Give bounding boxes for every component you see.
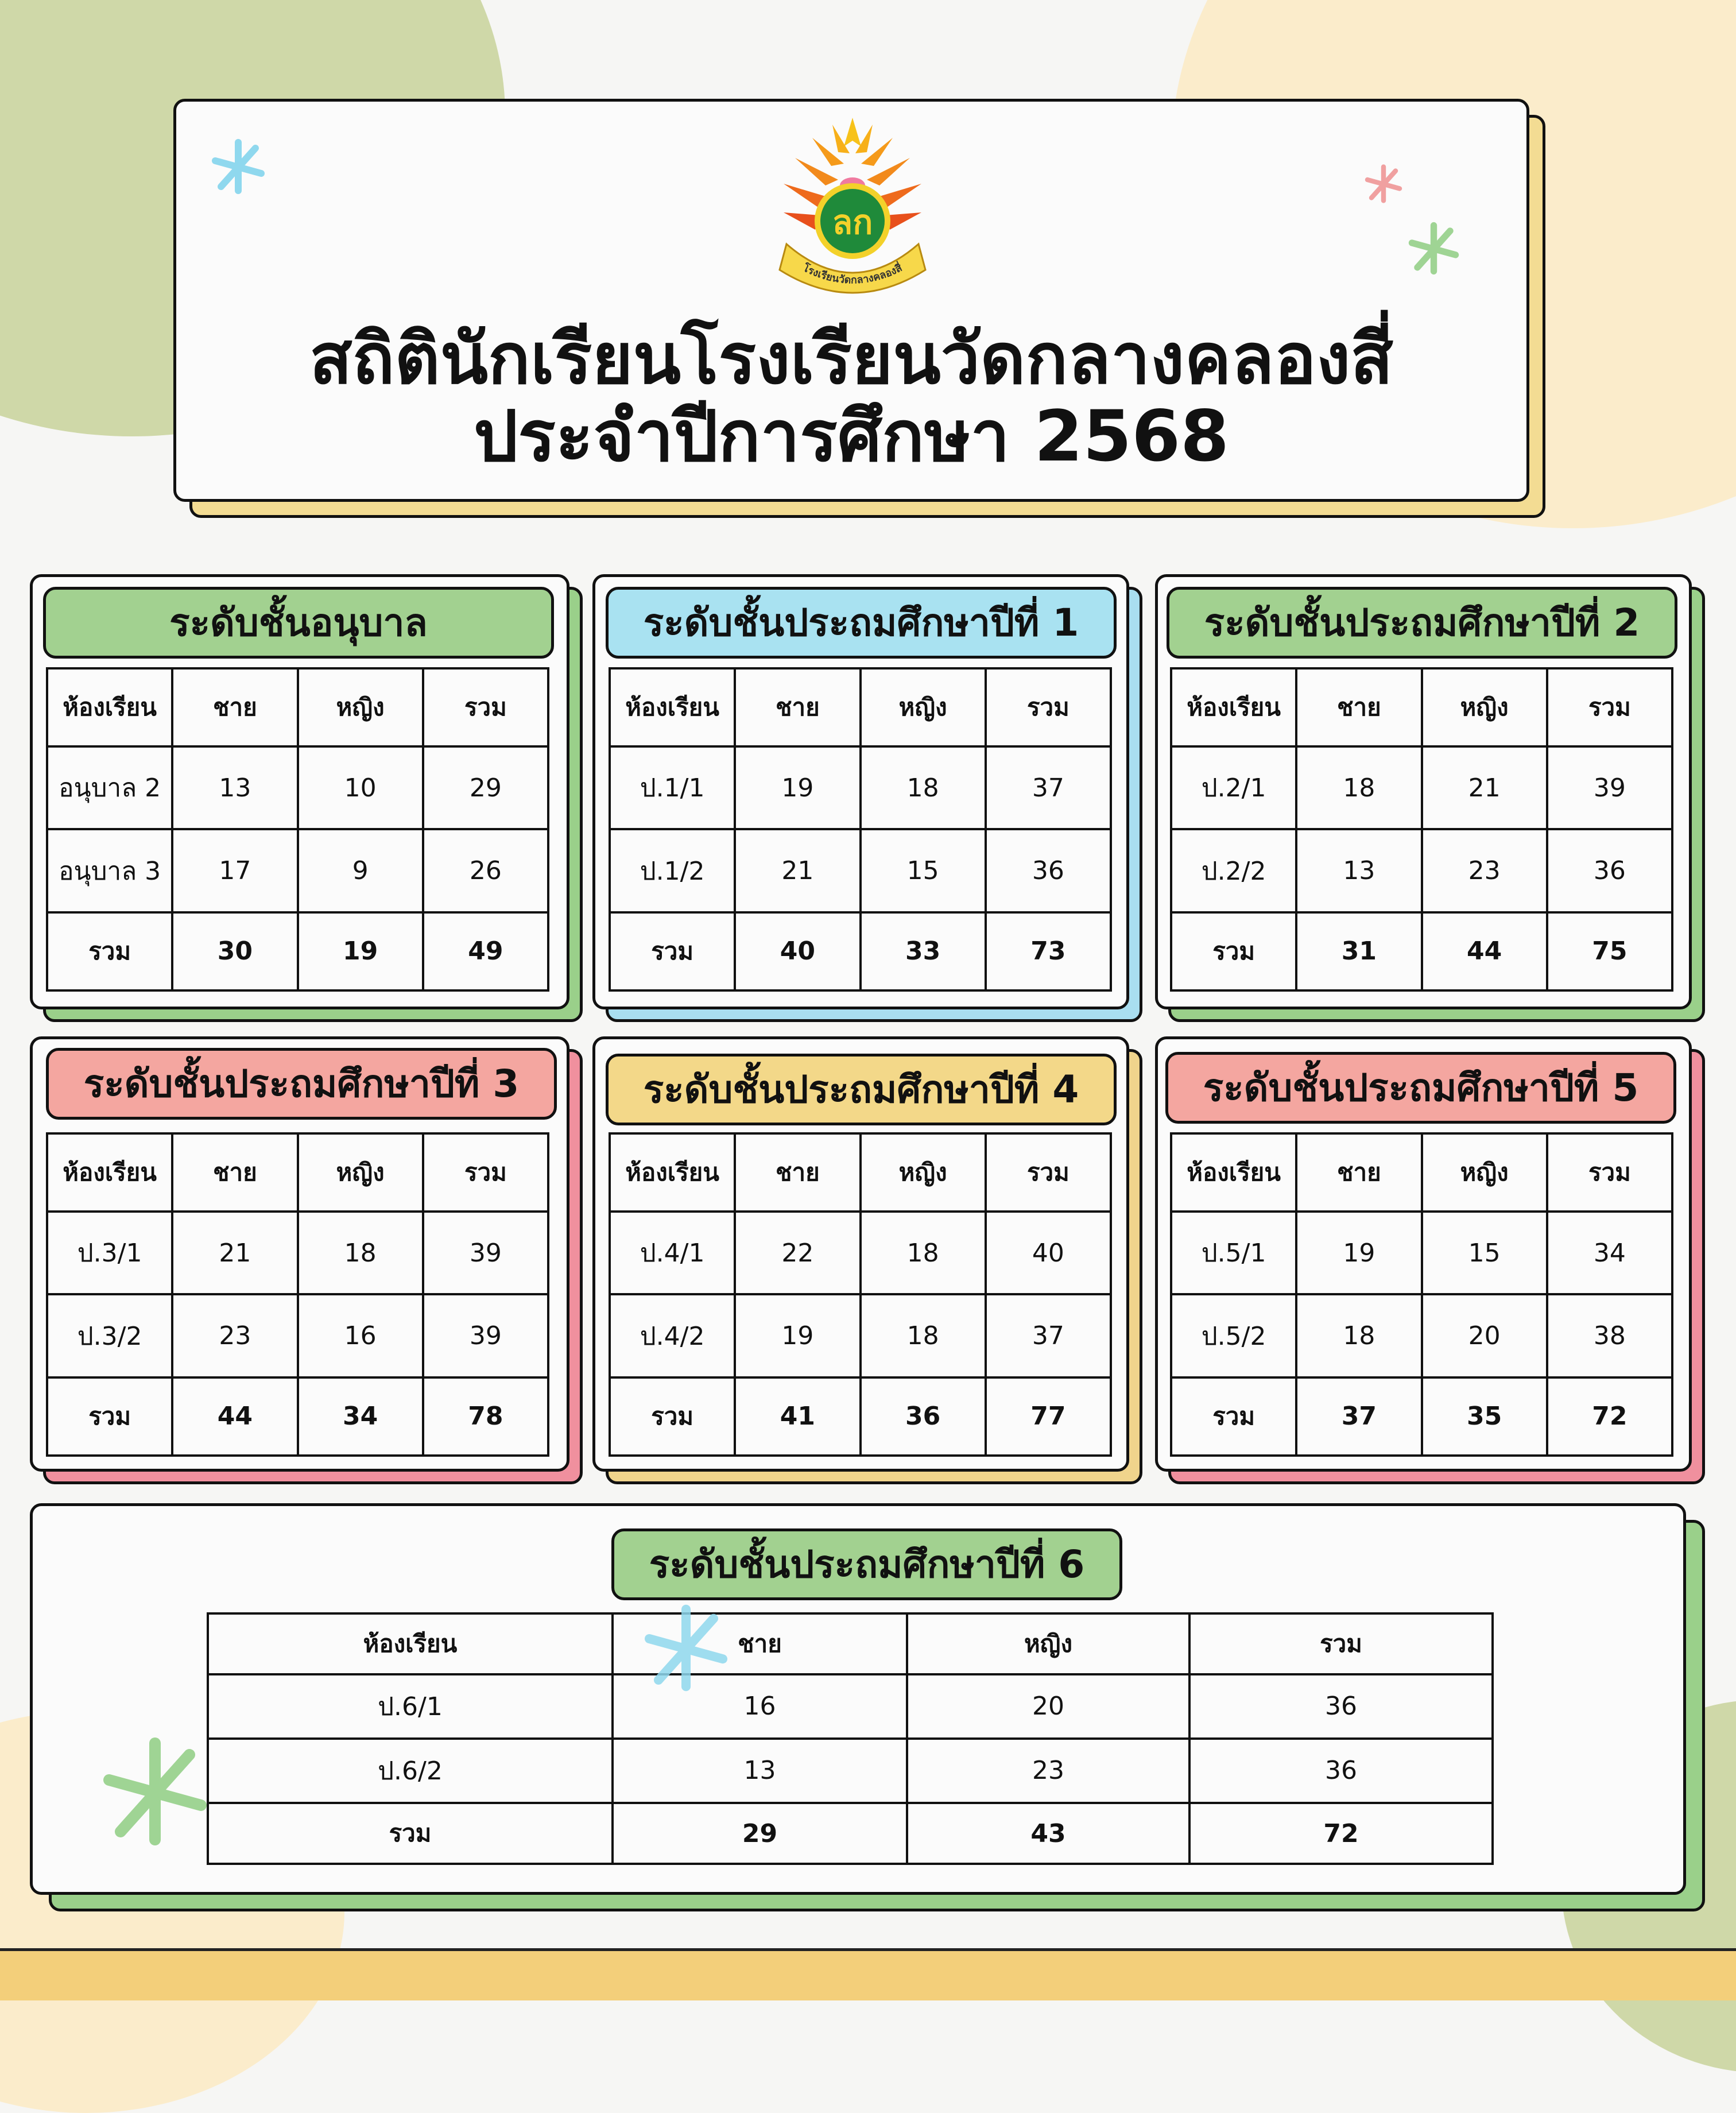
level-title-p4: ระดับชั้นประถมศึกษาปีที่ 4 — [606, 1054, 1117, 1125]
sum-total: 72 — [1189, 1803, 1493, 1864]
room-cell: ป.4/2 — [610, 1294, 735, 1377]
total-cell: 26 — [423, 829, 548, 912]
male-cell: 16 — [613, 1674, 907, 1739]
sum-total: 73 — [986, 912, 1111, 990]
male-cell: 19 — [735, 746, 860, 829]
room-cell: ป.6/1 — [208, 1674, 613, 1739]
table-p6 — [207, 1612, 1494, 1865]
male-cell: 21 — [735, 829, 860, 912]
header-male: ชาย — [1296, 1133, 1421, 1212]
male-cell: 13 — [613, 1739, 907, 1803]
sum-female: 43 — [907, 1803, 1189, 1864]
level-title-p3: ระดับชั้นประถมศึกษาปีที่ 3 — [46, 1048, 557, 1120]
header-room: ห้องเรียน — [1171, 1133, 1296, 1212]
total-cell: 39 — [1547, 746, 1672, 829]
header-room: ห้องเรียน — [47, 668, 172, 746]
sum-female: 34 — [298, 1377, 423, 1456]
female-cell: 10 — [298, 746, 423, 829]
female-cell: 21 — [1422, 746, 1547, 829]
sum-label: รวม — [1171, 1377, 1296, 1456]
sum-female: 19 — [298, 912, 423, 990]
logo-initials: ลก — [832, 203, 873, 242]
table-p1 — [609, 667, 1112, 992]
room-cell: ป.6/2 — [208, 1739, 613, 1803]
header-room: ห้องเรียน — [1171, 668, 1296, 746]
female-cell: 15 — [861, 829, 986, 912]
room-cell: ป.2/1 — [1171, 746, 1296, 829]
header-female: หญิง — [861, 1133, 986, 1212]
sum-label: รวม — [610, 912, 735, 990]
sum-female: 33 — [861, 912, 986, 990]
sum-male: 41 — [735, 1377, 860, 1456]
male-cell: 19 — [735, 1294, 860, 1377]
header-female: หญิง — [1422, 1133, 1547, 1212]
room-cell: อนุบาล 2 — [47, 746, 172, 829]
room-cell: ป.4/1 — [610, 1212, 735, 1294]
header-total: รวม — [1189, 1613, 1493, 1674]
total-cell: 37 — [986, 1294, 1111, 1377]
sum-label: รวม — [1171, 912, 1296, 990]
sum-male: 40 — [735, 912, 860, 990]
table-kindergarten — [46, 667, 549, 992]
total-cell: 40 — [986, 1212, 1111, 1294]
sparkle-green-large-icon — [98, 1731, 212, 1852]
level-title-p6: ระดับชั้นประถมศึกษาปีที่ 6 — [611, 1528, 1122, 1600]
sum-female: 36 — [861, 1377, 986, 1456]
sum-total: 75 — [1547, 912, 1672, 990]
room-cell: อนุบาล 3 — [47, 829, 172, 912]
table-p2 — [1170, 667, 1673, 992]
header-female: หญิง — [1422, 668, 1547, 746]
header-male: ชาย — [172, 1133, 297, 1212]
female-cell: 20 — [907, 1674, 1189, 1739]
logo-ribbon-text: โรงเรียนวัดกลางคลองสี่ — [801, 262, 904, 287]
header-male: ชาย — [613, 1613, 907, 1674]
table-p4 — [609, 1132, 1112, 1457]
level-title-kindergarten: ระดับชั้นอนุบาล — [43, 587, 554, 659]
male-cell: 19 — [1296, 1212, 1421, 1294]
room-cell: ป.1/2 — [610, 829, 735, 912]
total-cell: 39 — [423, 1294, 548, 1377]
total-cell: 39 — [423, 1212, 548, 1294]
level-title-p1: ระดับชั้นประถมศึกษาปีที่ 1 — [606, 587, 1117, 659]
header-female: หญิง — [298, 1133, 423, 1212]
sum-male: 44 — [172, 1377, 297, 1456]
sparkle-blue-icon — [210, 138, 267, 195]
header-female: หญิง — [298, 668, 423, 746]
female-cell: 18 — [298, 1212, 423, 1294]
female-cell: 18 — [861, 746, 986, 829]
male-cell: 17 — [172, 829, 297, 912]
header-total: รวม — [423, 1133, 548, 1212]
sparkle-green-icon — [1406, 221, 1461, 276]
sum-label: รวม — [208, 1803, 613, 1864]
sum-total: 78 — [423, 1377, 548, 1456]
level-title-p2: ระดับชั้นประถมศึกษาปีที่ 2 — [1167, 587, 1677, 659]
table-p5 — [1170, 1132, 1673, 1457]
sum-total: 72 — [1547, 1377, 1672, 1456]
sum-total: 49 — [423, 912, 548, 990]
total-cell: 34 — [1547, 1212, 1672, 1294]
header-total: รวม — [423, 668, 548, 746]
male-cell: 18 — [1296, 1294, 1421, 1377]
total-cell: 37 — [986, 746, 1111, 829]
female-cell: 18 — [861, 1294, 986, 1377]
sum-male: 37 — [1296, 1377, 1421, 1456]
header-total: รวม — [1547, 668, 1672, 746]
sum-label: รวม — [47, 912, 172, 990]
header-female: หญิง — [907, 1613, 1189, 1674]
female-cell: 15 — [1422, 1212, 1547, 1294]
page-title-line-2: ประจำปีการศึกษา 2568 — [473, 396, 1230, 477]
sum-male: 31 — [1296, 912, 1421, 990]
sum-male: 30 — [172, 912, 297, 990]
sum-female: 44 — [1422, 912, 1547, 990]
total-cell: 38 — [1547, 1294, 1672, 1377]
header-male: ชาย — [172, 668, 297, 746]
header-male: ชาย — [1296, 668, 1421, 746]
sum-label: รวม — [610, 1377, 735, 1456]
male-cell: 13 — [1296, 829, 1421, 912]
header-male: ชาย — [735, 668, 860, 746]
male-cell: 21 — [172, 1212, 297, 1294]
sparkle-blue-large-icon — [640, 1596, 732, 1700]
room-cell: ป.5/2 — [1171, 1294, 1296, 1377]
male-cell: 18 — [1296, 746, 1421, 829]
male-cell: 13 — [172, 746, 297, 829]
male-cell: 22 — [735, 1212, 860, 1294]
table-p3 — [46, 1132, 549, 1457]
female-cell: 9 — [298, 829, 423, 912]
header-room: ห้องเรียน — [610, 1133, 735, 1212]
header-male: ชาย — [735, 1133, 860, 1212]
level-title-p5: ระดับชั้นประถมศึกษาปีที่ 5 — [1165, 1052, 1676, 1124]
female-cell: 20 — [1422, 1294, 1547, 1377]
female-cell: 18 — [861, 1212, 986, 1294]
room-cell: ป.5/1 — [1171, 1212, 1296, 1294]
room-cell: ป.3/1 — [47, 1212, 172, 1294]
header-room: ห้องเรียน — [610, 668, 735, 746]
page-title-line-1: สถิตินักเรียนโรงเรียนวัดกลางคลองสี่ — [309, 318, 1393, 400]
male-cell: 23 — [172, 1294, 297, 1377]
sum-label: รวม — [47, 1377, 172, 1456]
female-cell: 23 — [907, 1739, 1189, 1803]
total-cell: 36 — [986, 829, 1111, 912]
female-cell: 16 — [298, 1294, 423, 1377]
sum-total: 77 — [986, 1377, 1111, 1456]
total-cell: 29 — [423, 746, 548, 829]
room-cell: ป.2/2 — [1171, 829, 1296, 912]
school-logo — [764, 112, 941, 307]
bottom-bar — [0, 1948, 1736, 2000]
header-total: รวม — [1547, 1133, 1672, 1212]
room-cell: ป.3/2 — [47, 1294, 172, 1377]
total-cell: 36 — [1189, 1674, 1493, 1739]
sparkle-pink-icon — [1363, 164, 1404, 204]
total-cell: 36 — [1547, 829, 1672, 912]
header-room: ห้องเรียน — [208, 1613, 613, 1674]
sum-female: 35 — [1422, 1377, 1547, 1456]
sum-male: 29 — [613, 1803, 907, 1864]
female-cell: 23 — [1422, 829, 1547, 912]
room-cell: ป.1/1 — [610, 746, 735, 829]
header-total: รวม — [986, 668, 1111, 746]
header-room: ห้องเรียน — [47, 1133, 172, 1212]
header-total: รวม — [986, 1133, 1111, 1212]
total-cell: 36 — [1189, 1739, 1493, 1803]
header-female: หญิง — [861, 668, 986, 746]
